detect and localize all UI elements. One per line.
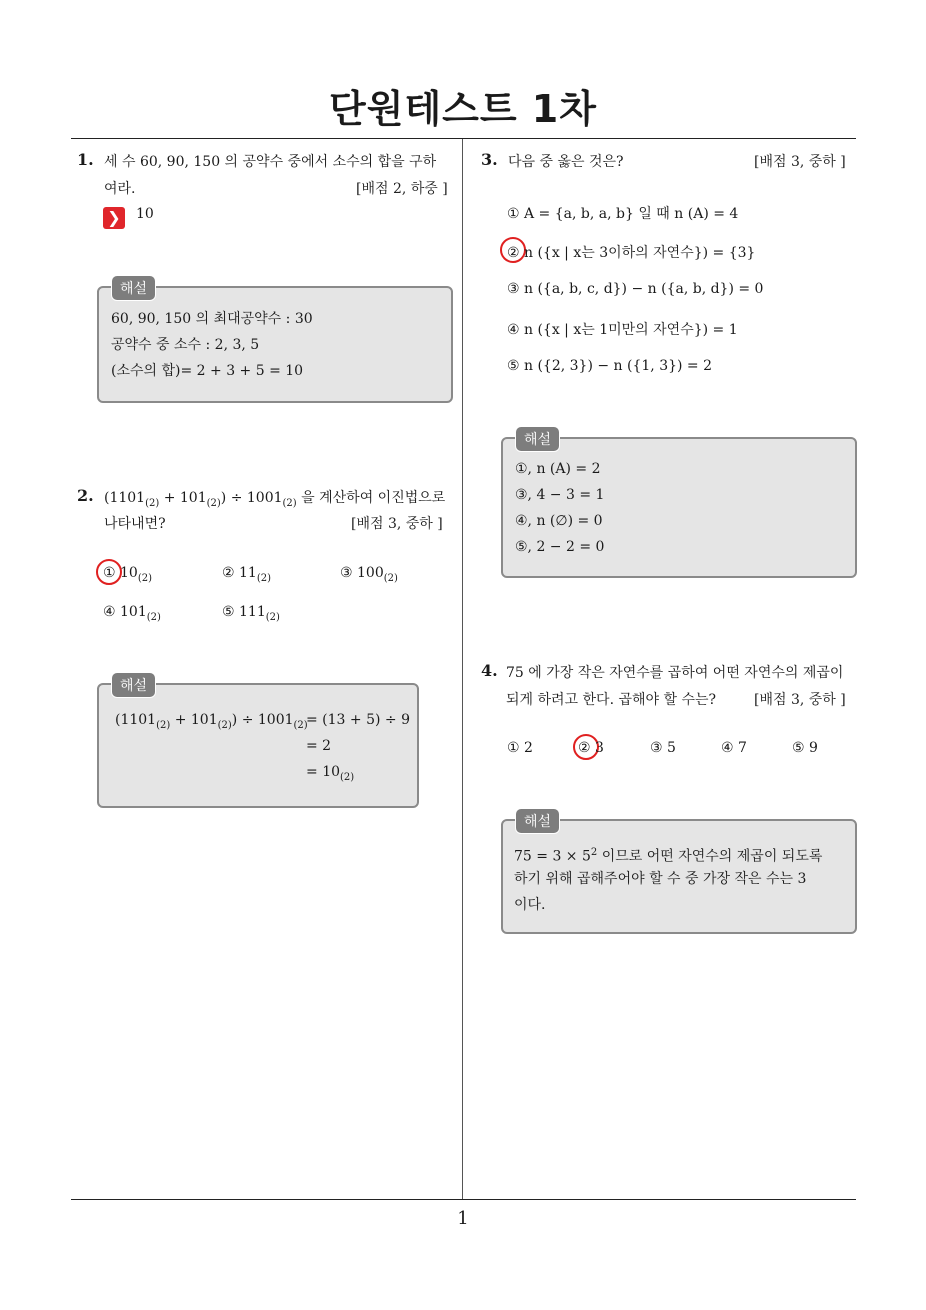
question-3-meta: [배점 3, 중하 ] <box>754 154 846 170</box>
bottom-divider <box>71 1199 856 1200</box>
explanation-1-line: (소수의 합)= 2 + 3 + 5 = 10 <box>111 363 304 379</box>
explanation-2-line: = $10_{(2)}$ <box>306 764 355 783</box>
column-divider <box>462 139 463 1199</box>
question-4-text-line2: 되게 하려고 한다. 곱해야 할 수는? <box>506 692 717 708</box>
question-4-number: 4. <box>481 661 498 680</box>
question-1-number: 1. <box>77 150 94 169</box>
q2-option-2[interactable]: ② $11_{(2)}$ <box>222 565 272 584</box>
question-3-number: 3. <box>481 150 498 169</box>
answer-arrow-icon: ❯ <box>103 207 125 229</box>
question-2-text: $(1101_{(2)} + 101_{(2)}) \div 1001_{(2)}$ 을 계산하여 이진법으로 <box>104 490 446 509</box>
question-2-meta: [배점 3, 중하 ] <box>351 516 443 532</box>
q3-option-5[interactable]: ⑤ n ({2, 3}) − n ({1, 3}) = 2 <box>507 358 713 374</box>
question-1-answer: 10 <box>136 206 154 222</box>
top-divider <box>71 138 856 139</box>
page-title: 단원테스트 1차 <box>329 87 597 131</box>
explanation-label-2: 해설 <box>111 672 156 698</box>
explanation-3-line: ③, 4 − 3 = 1 <box>515 487 605 503</box>
explanation-label-1: 해설 <box>111 275 156 301</box>
q2-option-4[interactable]: ④ $101_{(2)}$ <box>103 604 161 623</box>
explanation-4-line: 이다. <box>514 897 546 913</box>
q2-option-3[interactable]: ③ $100_{(2)}$ <box>340 565 398 584</box>
page-number: 1 <box>457 1208 469 1229</box>
explanation-box-2 <box>97 683 419 808</box>
q2-option-5[interactable]: ⑤ $111_{(2)}$ <box>222 604 280 623</box>
question-2-number: 2. <box>77 486 94 505</box>
q4-option-5[interactable]: ⑤ 9 <box>792 740 818 756</box>
q4-option-2[interactable]: ② 3 <box>578 740 604 756</box>
q3-option-1[interactable]: ① A = {a, b, a, b} 일 때 n (A) = 4 <box>507 206 739 222</box>
explanation-4-line: 하기 위해 곱해주어야 할 수 중 가장 작은 수는 3 <box>514 871 807 887</box>
explanation-2-line: = 2 <box>306 738 332 754</box>
question-2-text-line2: 나타내면? <box>104 516 166 532</box>
explanation-3-line: ①, n (A) = 2 <box>515 461 601 477</box>
explanation-label-4: 해설 <box>515 808 560 834</box>
explanation-2-lhs: $(1101_{(2)} + 101_{(2)}) \div 1001_{(2)}$ <box>115 712 308 731</box>
explanation-1-line: 60, 90, 150 의 최대공약수 : 30 <box>111 311 313 327</box>
explanation-label-3: 해설 <box>515 426 560 452</box>
question-1-meta: [배점 2, 하중 ] <box>356 181 448 197</box>
question-1-text-line2: 여라. <box>104 181 136 197</box>
q4-option-1[interactable]: ① 2 <box>507 740 533 756</box>
explanation-3-line: ④, n (∅) = 0 <box>515 513 603 529</box>
q2-option-1[interactable]: ① $10_{(2)}$ <box>103 565 153 584</box>
q4-option-4[interactable]: ④ 7 <box>721 740 747 756</box>
question-4-meta: [배점 3, 중하 ] <box>754 692 846 708</box>
q3-option-2[interactable]: ② n ({x | x는 3이하의 자연수}) = {3} <box>507 245 756 261</box>
question-3-text: 다음 중 옳은 것은? <box>508 154 624 170</box>
explanation-3-line: ⑤, 2 − 2 = 0 <box>515 539 605 555</box>
explanation-2-line: = (13 + 5) ÷ 9 <box>306 712 410 728</box>
q3-option-3[interactable]: ③ n ({a, b, c, d}) − n ({a, b, d}) = 0 <box>507 281 764 297</box>
explanation-4-line: $75 = 3 \times 5^2$ 이므로 어떤 자연수의 제곱이 되도록 <box>514 847 823 865</box>
explanation-1-line: 공약수 중 소수 : 2, 3, 5 <box>111 337 260 353</box>
q4-option-3[interactable]: ③ 5 <box>650 740 676 756</box>
q3-option-4[interactable]: ④ n ({x | x는 1미만의 자연수}) = 1 <box>507 322 738 338</box>
question-1-text: 세 수 60, 90, 150 의 공약수 중에서 소수의 합을 구하 <box>104 154 437 170</box>
question-4-text: 75 에 가장 작은 자연수를 곱하여 어떤 자연수의 제곱이 <box>506 665 844 681</box>
